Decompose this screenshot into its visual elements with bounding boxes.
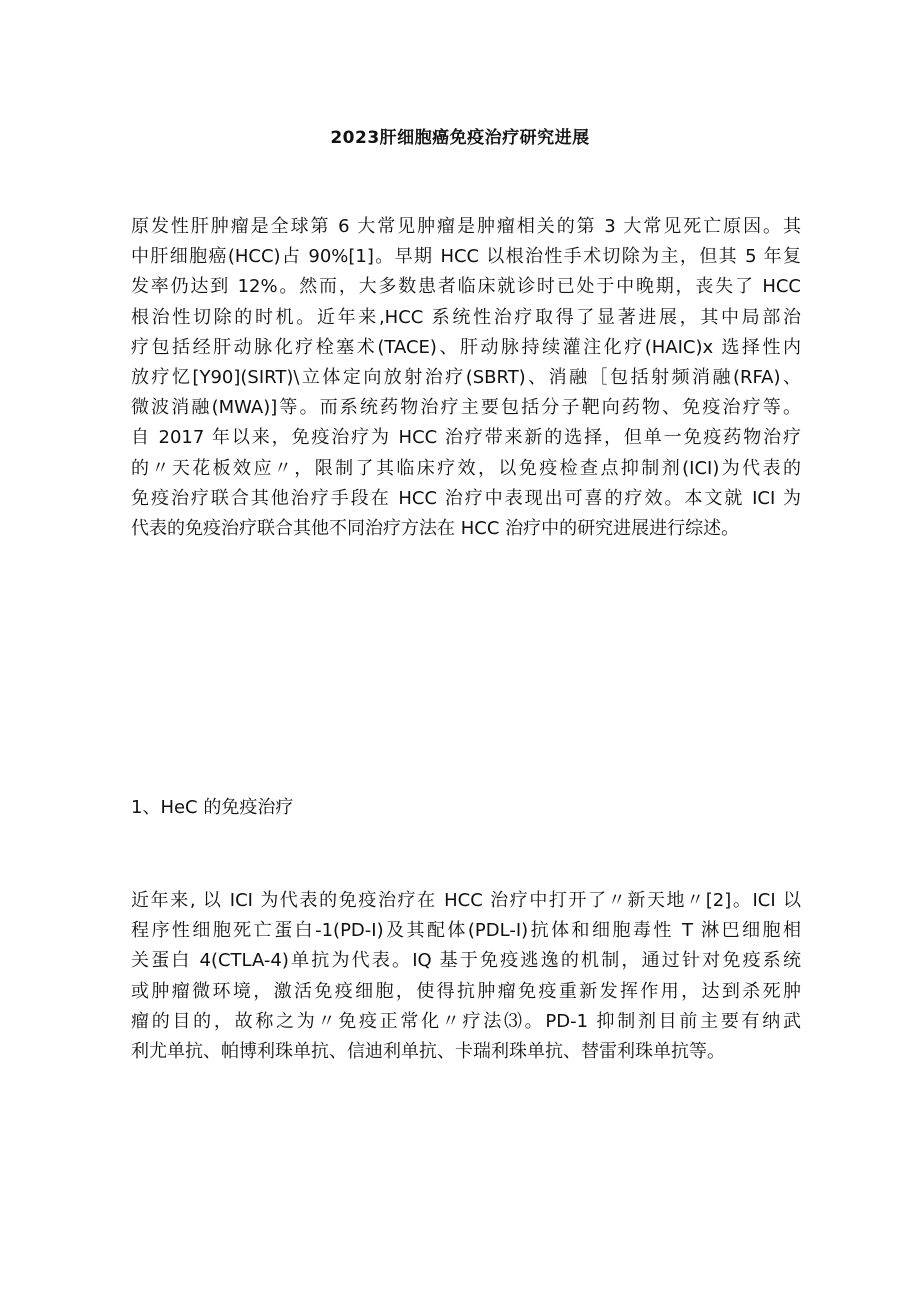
text-line: 根治性切除的时机。近年来,HCC 系统性治疗取得了显著进展，其中局部治 — [131, 306, 801, 328]
text-line: 微波消融(MWA)]等。而系统药物治疗主要包括分子靶向药物、免疫治疗等。 — [131, 397, 801, 419]
text-line: 的〃天花板效应〃，限制了其临床疗效，以免疫检查点抑制剂(ICI)为代表的 — [131, 457, 801, 479]
text-line: 代表的免疫治疗联合其他不同治疗方法在 HCC 治疗中的研究进展进行综述。 — [131, 517, 740, 539]
text-line: 发率仍达到 12%。然而，大多数患者临床就诊时已处于中晚期，丧失了 HCC — [131, 276, 801, 298]
text-line: 或肿瘤微环境，激活免疫细胞，使得抗肿瘤免疫重新发挥作用，达到杀死肿 — [131, 980, 801, 1002]
text-line: 中肝细胞癌(HCC)占 90%[1]。早期 HCC 以根治性手术切除为主，但其 5 年复 — [131, 246, 801, 268]
intro-paragraph — [131, 212, 801, 544]
text-line: 瘤的目的，故称之为〃免疫正常化〃疗法⑶。PD-1 抑制剂目前主要有纳武 — [131, 1010, 801, 1032]
section1-paragraph — [131, 886, 801, 1067]
text-line: 原发性肝肿瘤是全球第 6 大常见肿瘤是肿瘤相关的第 3 大常见死亡原因。其 — [131, 216, 801, 237]
text-line: 自 2017 年以来，免疫治疗为 HCC 治疗带来新的选择，但单一免疫药物治疗 — [131, 427, 801, 449]
text-line: 利尤单抗、帕博利珠单抗、信迪利单抗、卡瑞利珠单抗、替雷利珠单抗等。 — [131, 1040, 725, 1062]
text-line: 放疗忆[Y90](SIRT)\立体定向放射治疗(SBRT)、消融［包括射频消融(RFA)、 — [131, 366, 801, 388]
section-heading: 1、HeC 的免疫治疗 — [131, 797, 294, 818]
text-line: 近年来, 以 ICI 为代表的免疫治疗在 HCC 治疗中打开了〃新天地〃[2]。ICI 以 — [131, 890, 801, 911]
text-line: 免疫治疗联合其他治疗手段在 HCC 治疗中表现出可喜的疗效。本文就 ICI 为 — [131, 487, 801, 509]
text-line: 疗包括经肝动脉化疗栓塞术(TACE)、肝动脉持续灌注化疗(HAIC)x 选择性内 — [131, 336, 801, 358]
document-title: 2023肝细胞癌免疫治疗研究进展 — [330, 128, 590, 148]
text-line: 程序性细胞死亡蛋白-1(PD-I)及其配体(PDL-I)抗体和细胞毒性 T 淋巴细胞相 — [131, 920, 801, 942]
text-line: 关蛋白 4(CTLA-4)单抗为代表。IQ 基于免疫逃逸的机制，通过针对免疫系统 — [131, 950, 801, 972]
